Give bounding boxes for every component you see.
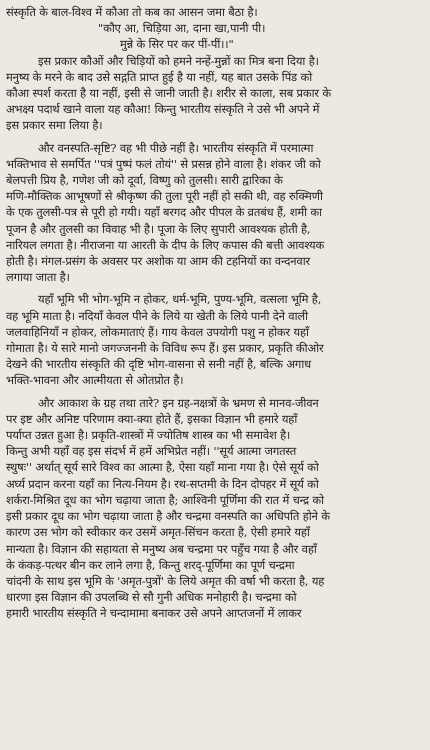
verse-line: "कौए आ, चिड़िया आ, दाना खा,पानी पी। xyxy=(98,21,266,36)
text-line: लगाया जाता है। xyxy=(6,270,70,285)
paragraph-intro xyxy=(6,4,426,20)
text-line: हमारी भारतीय संस्कृति ने चन्दामामा बनाकर उसे अपने आप्तजनों में लाकर xyxy=(6,606,302,621)
text-line: इसी प्रकार दूध का भोग चढ़ाया जाता है और चन्द्रमा वनस्पति का अधिपति होने के xyxy=(6,509,330,524)
text-line: कौआ स्पर्श करता है या नहीं, इसी से जानी जाती है। शरीर से काला, सब प्रकार के xyxy=(6,86,331,101)
text-line: होती है। मंगल-प्रसंग के अवसर पर अशोक या आम की टहनियों का वन्दनवार xyxy=(6,254,311,269)
text-line: जलवाहिनियाँ न होकर, लोकमाताएं हैं। गाय केवल उपयोगी पशु न होकर यहाँ xyxy=(6,324,309,339)
text-line: और वनस्पति-सृष्टि? वह भी पीछे नहीं है। भारतीय संस्कृति में परमात्मा xyxy=(38,140,314,155)
text-line: भक्तिभाव से समर्पित ''पत्रं पुष्पं फलं तोयं'' से प्रसन्न होने वाला है। शंकर जी को xyxy=(6,156,321,171)
verse-block xyxy=(6,20,426,52)
paragraph xyxy=(6,140,426,286)
text-line: के कंकड़-पत्थर बीन कर लाने लगा है, किन्तु शरद्-पूर्णिमा का पूर्ण चन्द्रमा xyxy=(6,557,295,572)
text-line: गोमाता है। ये सारे मानो जगज्जननी के विविध रूप हैं। इस प्रकार, प्रकृति कीओर xyxy=(6,341,324,356)
paragraph xyxy=(6,395,426,622)
text-line: पर्याप्त उन्नत हुआ है। प्रकृति-शास्त्रों में ज्योतिष शास्त्र का भी समावेश है। xyxy=(6,428,291,443)
text-line: यहाँ भूमि भी भोग-भूमि न होकर, धर्म-भूमि, पुण्य-भूमि, वत्सला भूमि है, xyxy=(38,292,322,307)
text-line: इस प्रकार समा लिया है। xyxy=(6,118,103,133)
text-line: अभक्ष्य पदार्थ खाने वाला यह कौआ! किन्तु भारतीय संस्कृति ने उसे भी अपने में xyxy=(6,102,320,117)
text-line: वह भूमि माता है। नदियाँ केवल पीने के लिये या खेती के लिये पानी देने वाली xyxy=(6,308,308,323)
text-line: किन्तु अभी यहाँ वह इस संदर्भ में हमें अभिप्रेत नहीं। ''सूर्य आत्मा जगतस्त xyxy=(6,444,297,459)
paragraph xyxy=(6,291,426,388)
text-line: स्थुषः'' अर्थात् सूर्य सारे विश्व का आत्मा है, ऐसा यहाँ माना गया है। ऐसे सूर्य को xyxy=(6,460,319,475)
text-line: पर इष्ट और अनिष्ट परिणाम क्या-क्या होते हैं, इसका विज्ञान भी हमारे यहाँ xyxy=(6,411,298,426)
text-line: शर्करा-मिश्रित दूध का भोग चढ़ाया जाता है; आश्विनी पूर्णिमा की रात में चन्द्र को xyxy=(6,492,324,507)
text-line: मणि-मौक्तिक आभूषणों से श्रीकृष्ण की तुला पूरी नहीं हो सकी थी, वह रुक्मिणी xyxy=(6,189,323,204)
text-line: के एक तुलसी-पत्र से पूरी हो गयी। यहाँ बरगद और पीपल के व्रतबंध हैं, शमी का xyxy=(6,205,322,220)
text-line: चांदनी के साथ इस भूमि के 'अमृत-पुत्रों' के लिये अमृत की वर्षा भी करता है, यह xyxy=(6,573,325,588)
text-line: अर्घ्य प्रदान करना यहाँ का नित्य-नियम है। रथ-सप्तमी के दिन दोपहर में सूर्य को xyxy=(6,476,319,491)
text-line: नारियल लगता है। नीराजना या आरती के दीप के लिए कपास की बत्ती आवश्यक xyxy=(6,237,325,252)
text-line: मान्यता है। विज्ञान की सहायता से मनुष्य अब चन्द्रमा पर पहुँच गया है और वहाँ xyxy=(6,541,317,556)
text-line: संस्कृति के बाल-विश्व में कौआ तो कब का आसन जमा बैठा है। xyxy=(6,5,258,19)
text-line: और आकाश के ग्रह तथा तारे? इन ग्रह-नक्षत्रों के भ्रमण से मानव-जीवन xyxy=(38,395,319,410)
text-line: देखने की भारतीय संस्कृति की दृष्टि भोग-वासना से सनी नहीं है, बल्कि अगाध xyxy=(6,357,311,372)
text-line: धारणा इस विज्ञान की उपलब्धि से सौ गुनी अधिक मनोहारी है। चन्द्रमा को xyxy=(6,590,297,605)
text-line: मनुष्य के मरने के बाद उसे सद्गति प्राप्त हुई है या नहीं, यह बात उसके पिंड को xyxy=(6,69,312,84)
text-line: भक्ति-भावना और आत्मीयता से ओतप्रोत है। xyxy=(6,373,184,388)
verse-line: मुन्ने के सिर पर कर पीं-पीं।।" xyxy=(120,37,234,52)
text-line: पूजन है और तुलसी का विवाह भी है। पूजा के लिए सुपारी आवश्यक होती है, xyxy=(6,221,311,236)
text-line: कारण उस भोग को स्वीकार कर उसमें अमृत-सिंचन करता है, ऐसी हमारे यहाँ xyxy=(6,525,310,540)
paragraph xyxy=(6,53,426,134)
text-line: इस प्रकार कौओं और चिड़ियों को हमने नन्हें-मुन्नों का मित्र बना दिया है। xyxy=(38,53,319,68)
text-line: बेलपत्ती प्रिय है, गणेश जी को दूर्वा, विष्णु को तुलसी। सारी द्वारिका के xyxy=(6,173,283,188)
